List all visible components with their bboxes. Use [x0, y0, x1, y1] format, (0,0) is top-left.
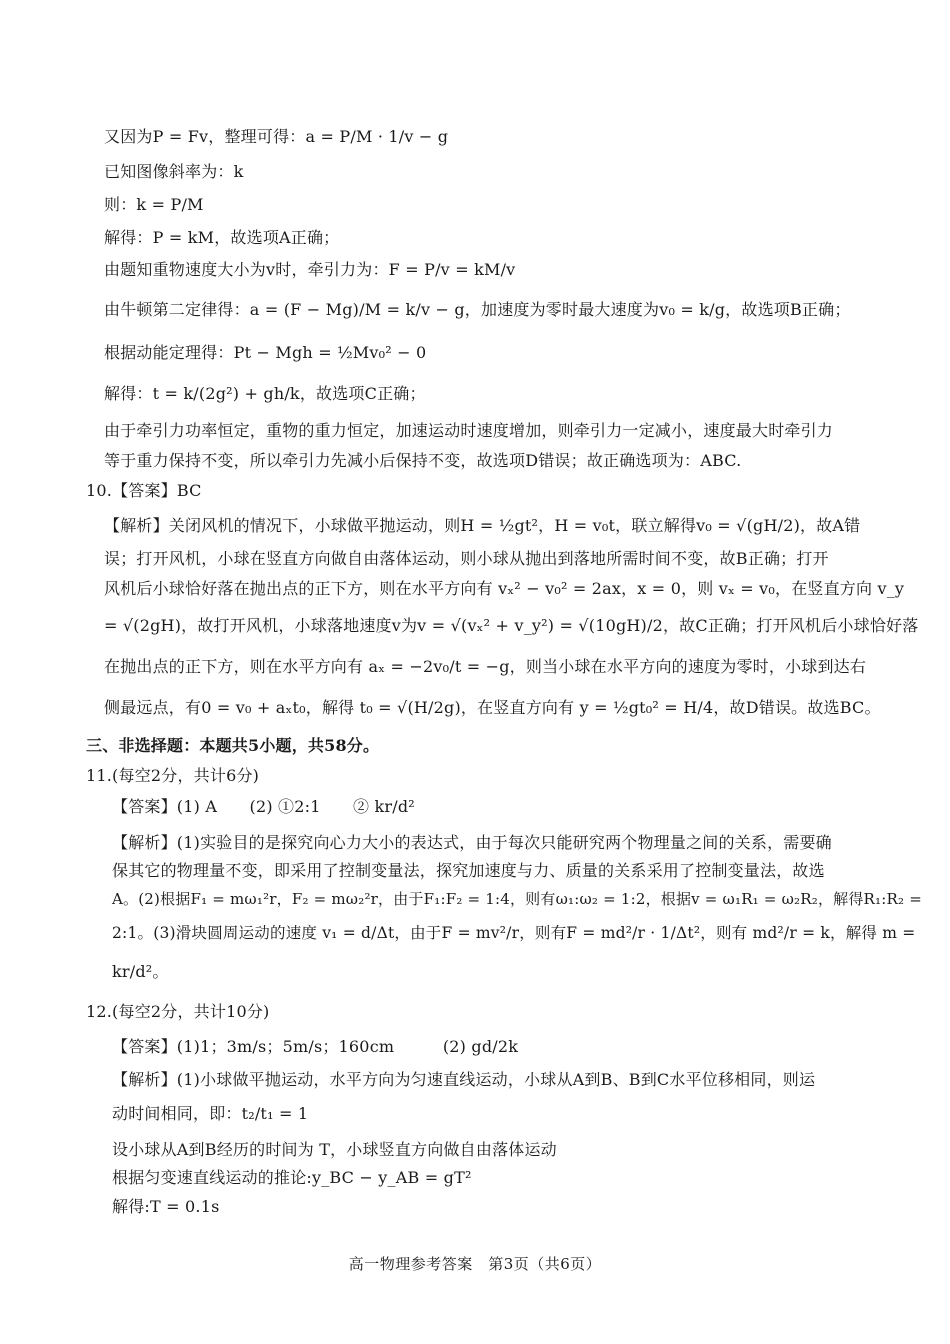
text-line: 【解析】关闭风机的情况下，小球做平抛运动，则H = ½gt²，H = v₀t，联立解得v₀ = √(gH/2)，故A错 — [104, 516, 861, 535]
text-line: 侧最远点，有0 = v₀ + aₓt₀，解得 t₀ = √(H/2g)，在竖直方向有 y = ½gt₀² = H/4，故D错误。故选BC。 — [104, 698, 881, 717]
text-line: 根据动能定理得：Pt − Mgh = ½Mv₀² − 0 — [104, 343, 427, 362]
text-line: 等于重力保持不变，所以牵引力先减小后保持不变，故选项D错误；故正确选项为：ABC. — [104, 451, 742, 470]
text-line: 风机后小球恰好落在抛出点的正下方，则在水平方向有 vₓ² − v₀² = 2ax，x = 0，则 vₓ = v₀，在竖直方向 v_y — [104, 579, 905, 598]
text-line: 保其它的物理量不变，即采用了控制变量法，探究加速度与力、质量的关系采用了控制变量法，故选 — [112, 861, 825, 880]
text-line: 则：k = P/M — [104, 195, 204, 214]
text-line: 动时间相同，即：t₂/t₁ = 1 — [112, 1104, 309, 1123]
text-line: 解得：t = k/(2g²) + gh/k，故选项C正确； — [104, 384, 426, 403]
text-line: A。(2)根据F₁ = mω₁²r，F₂ = mω₂²r，由于F₁:F₂ = 1:4，则有ω₁:ω₂ = 1:2，根据v = ω₁R₁ = ω₂R₂，解得R₁:R₂ = — [112, 890, 922, 908]
answer-line: 【答案】(1) A (2) ①2:1 ② kr/d² — [112, 797, 415, 816]
text-line: 2:1。(3)滑块圆周运动的速度 v₁ = d/Δt，由于F = mv²/r，则有F = md²/r · 1/Δt²，则有 md²/r = k，解得 m = — [112, 924, 916, 942]
text-line: 由题知重物速度大小为v时，牵引力为：F = P/v = kM/v — [104, 260, 516, 279]
text-line: 根据匀变速直线运动的推论:y_BC − y_AB = gT² — [112, 1168, 472, 1187]
text-line: 【解析】(1)实验目的是探究向心力大小的表达式，由于每次只能研究两个物理量之间的关系，需要确 — [112, 833, 832, 852]
question-heading: 12.(每空2分，共计10分) — [86, 1002, 270, 1021]
text-line: 解得:T = 0.1s — [112, 1197, 220, 1216]
text-line: 误；打开风机，小球在竖直方向做自由落体运动，则小球从抛出到落地所需时间不变，故B正确；打开 — [104, 549, 829, 568]
question-heading: 10.【答案】BC — [86, 481, 202, 500]
text-line: 又因为P = Fv，整理可得：a = P/M · 1/v − g — [104, 127, 449, 146]
text-line: 由牛顿第二定律得：a = (F − Mg)/M = k/v − g，加速度为零时最大速度为v₀ = k/g，故选项B正确； — [104, 300, 851, 319]
text-line: 在抛出点的正下方，则在水平方向有 aₓ = −2v₀/t = −g，则当小球在水平方向的速度为零时，小球到达右 — [104, 657, 867, 676]
text-line: 【解析】(1)小球做平抛运动，水平方向为匀速直线运动，小球从A到B、B到C水平位移相同，则运 — [112, 1070, 816, 1089]
text-line: = √(2gH)，故打开风机，小球落地速度v为v = √(vₓ² + v_y²) = √(10gH)/2，故C正确；打开风机后小球恰好落 — [104, 616, 919, 635]
text-line: 由于牵引力功率恒定，重物的重力恒定，加速运动时速度增加，则牵引力一定减小，速度最大时牵引力 — [104, 421, 834, 440]
text-line: 设小球从A到B经历的时间为 T，小球竖直方向做自由落体运动 — [112, 1140, 557, 1159]
text-line: kr/d²。 — [112, 962, 169, 981]
text-line: 已知图像斜率为：k — [104, 162, 244, 181]
page-footer: 高一物理参考答案 第3页（共6页） — [348, 1255, 602, 1273]
answer-line: 【答案】(1)1；3m/s；5m/s；160cm (2) gd/2k — [112, 1037, 519, 1056]
question-heading: 11.(每空2分，共计6分) — [86, 766, 260, 785]
section-heading: 三、非选择题：本题共5小题，共58分。 — [86, 736, 380, 755]
text-line: 解得：P = kM，故选项A正确； — [104, 228, 340, 247]
